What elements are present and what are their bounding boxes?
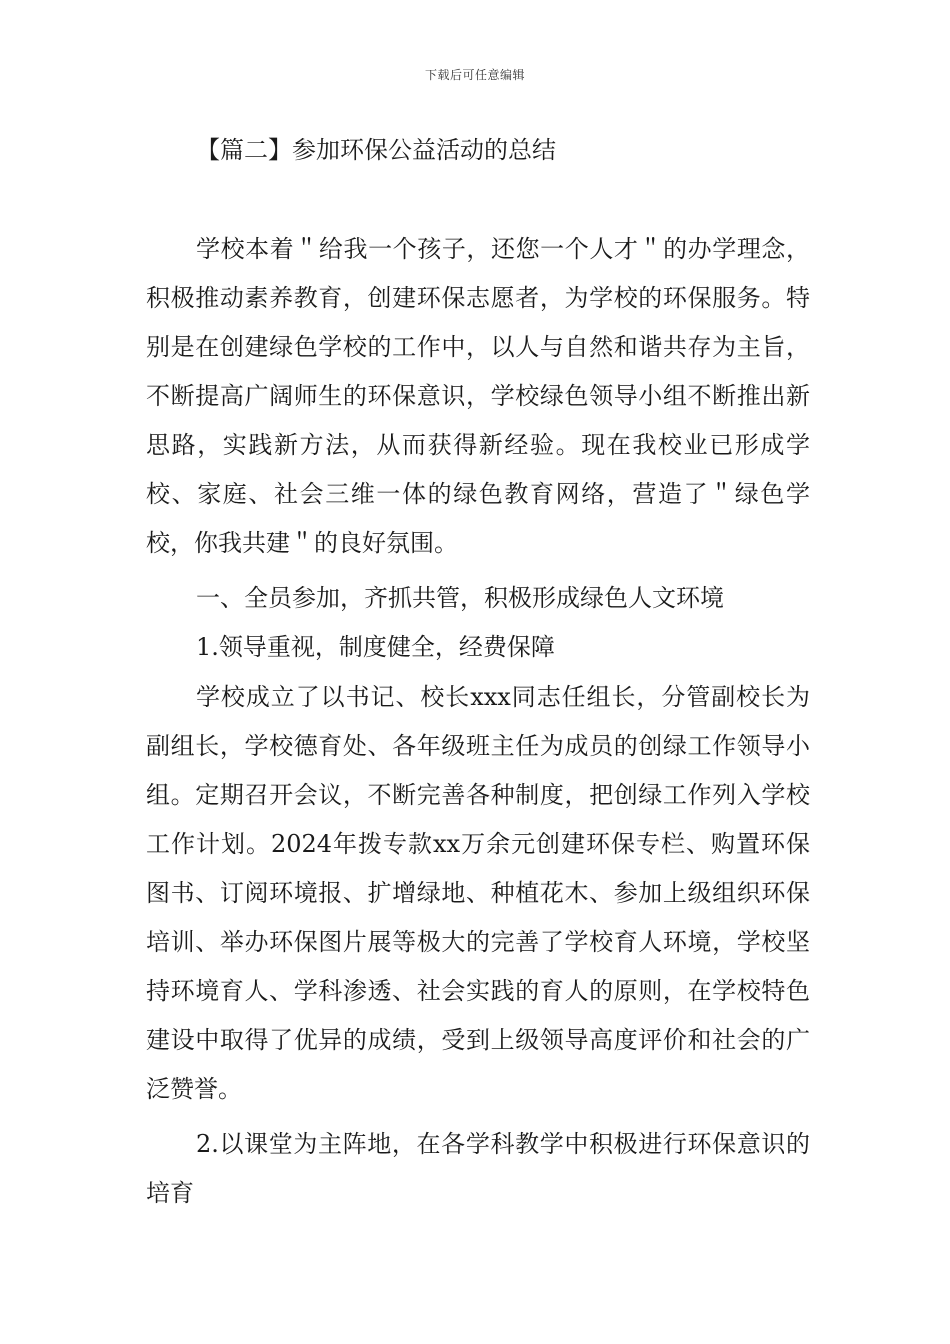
section-heading-one: 一、全员参加，齐抓共管，积极形成绿色人文环境	[196, 584, 724, 612]
subsection-heading-two: 2.以课堂为主阵地，在各学科教学中积极进行环保意识的培育	[146, 1130, 810, 1207]
subsection-heading-one: 1.领导重视，制度健全，经费保障	[196, 633, 555, 661]
intro-paragraph: 学校本着＂给我一个孩子，还您一个人才＂的办学理念，积极推动素养教育，创建环保志愿者，为学校的环保服务。特别是在创建绿色学校的工作中，以人与自然和谐共存为主旨，不断提高广阔师生的环保意识，学校绿色领导小组不断推出新思路，实践新方法，从而获得新经验。现在我校业已形成学校、家庭、社会三维一体的绿色教育网络，营造了＂绿色学校，你我共建＂的良好氛围。	[146, 235, 810, 557]
body-paragraph-one: 学校成立了以书记、校长xxx同志任组长，分管副校长为副组长，学校德育处、各年级班主任为成员的创绿工作领导小组。定期召开会议，不断完善各种制度，把创绿工作列入学校工作计划。2024年拨专款xx万余元创建环保专栏、购置环保图书、订阅环境报、扩增绿地、种植花木、参加上级组织环保培训、举办环保图片展等极大的完善了学校育人环境，学校坚持环境育人、学科渗透、社会实践的育人的原则，在学校特色建设中取得了优异的成绩，受到上级领导高度评价和社会的广泛赞誉。	[146, 683, 810, 1103]
document-title: 【篇二】参加环保公益活动的总结	[196, 136, 556, 164]
header-note: 下载后可任意编辑	[424, 68, 525, 82]
